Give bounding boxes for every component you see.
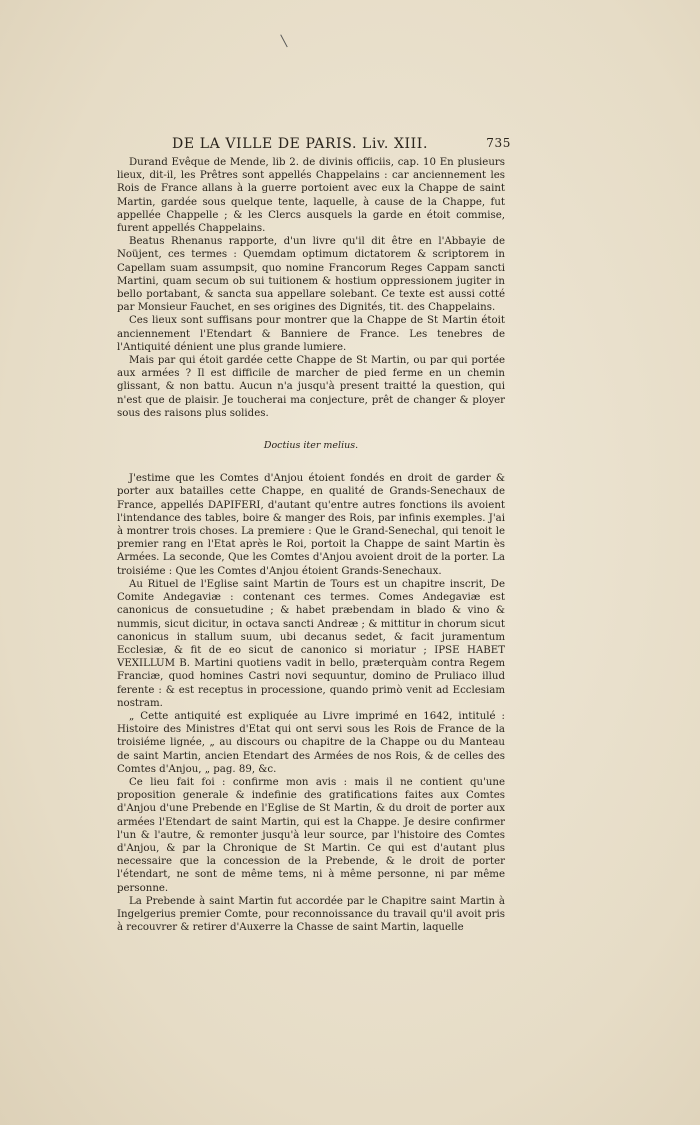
- paragraph: Durand Evêque de Mende, lib 2. de divinis officiis, cap. 10 En plusieurs lieux, dit-il, les Prêtres sont appellés Chappelains : car anciennement les Rois de France allans à la guerre portoient avec eux la Chappe de saint Martin, gardée sous quelque tente, laquelle, à cause de la Chappe, fut appellée Chappelle ; & les Clercs ausquels la garde en étoit commise, furent appellés Chappelains.: [117, 157, 505, 235]
- paragraph: Beatus Rhenanus rapporte, d'un livre qu'il dit être en l'Abbayie de Noüjent, ces termes : Quemdam optimum dictatorem & scriptorem in Capellam suam assumpsit, quo nomine Francorum Reges Cappam sancti Martini, quam secum ob sui tuitionem & hostium oppressionem jugiter in bello portabant, & sancta sua appellare solebant. Ce texte est aussi cotté par Monsieur Fauchet, en ses origines des Dignités, tit. des Chappelains.: [117, 236, 505, 314]
- paragraph: Au Rituel de l'Eglise saint Martin de Tours est un chapitre inscrit, De Comite Andegaviæ : contenant ces termes. Comes Andegaviæ est canonicus de consuetudine ; & habet præbendam in blado & vino & nummis, sicut dicitur, in octava sancti Andreæ ; & mittitur in chorum sicut canonicus in stallum suum, ubi decanus sedet, & facit juramentum Ecclesiæ, & fit de eo sicut de canonico si moriatur ; IPSE HABET VEXILLUM B. Martini quotiens vadit in bello, præterquàm contra Regem Franciæ, quod homines Castri novi sequuntur, domino de Pruliaco illud ferente : & est receptus in processione, quando primò venit ad Ecclesiam nostram.: [117, 578, 505, 709]
- paragraph: Ces lieux sont suffisans pour montrer que la Chappe de St Martin étoit anciennement l'Etendart & Banniere de France. Les tenebres de l'Antiquité dénient une plus grande lumiere.: [117, 315, 505, 353]
- margin-mark: [280, 31, 295, 48]
- page-number: 735: [486, 136, 511, 150]
- motto: Doctius iter melius.: [263, 440, 359, 452]
- header-title: DE LA VILLE DE PARIS. Liv. XIII.: [172, 136, 428, 152]
- paragraph: „ Cette antiquité est expliquée au Livre imprimé en 1642, intitulé : Histoire des Ministres d'Etat qui ont servi sous les Rois de France de la troisiéme lignée, „ au discours ou chapitre de la Chappe ou du Manteau de saint Martin, ancien Etendart des Armées de nos Rois, & de celles des Comtes d'Anjou, „ pag. 89, &c.: [117, 710, 505, 775]
- paragraph: J'estime que les Comtes d'Anjou étoient fondés en droit de garder & porter aux batailles cette Chappe, en qualité de Grands-Senechaux de France, appellés DAPIFERI, d'autant qu'entre autres fonctions ils avoient l'intendance des tables, boire & manger des Rois, par infinis exemples. J'ai à montrer trois choses. La premiere : Que le Grand-Senechal, qui tenoit le premier rang en l'Etat après le Roi, portoit la Chappe de saint Martin ès Armées. La seconde, Que les Comtes d'Anjou avoient droit de la porter. La troisiéme : Que les Comtes d'Anjou étoient Grands-Senechaux.: [117, 473, 505, 577]
- running-header: [117, 136, 511, 156]
- paragraph: La Prebende à saint Martin fut accordée par le Chapitre saint Martin à Ingelgerius premier Comte, pour reconnoissance du travail qu'il avoit pris à recouvrer & retirer d'Auxerre la Chasse de saint Martin, laquelle: [117, 895, 505, 934]
- page-body: [117, 136, 511, 934]
- paragraph: Mais par qui étoit gardée cette Chappe de St Martin, ou par qui portée aux armées ? Il est difficile de marcher de pied ferme en un chemin glissant, & non battu. Aucun n'a jusqu'à present traitté la question, qui n'est que de plaisir. Je toucherai ma conjecture, prêt de changer & ployer sous des raisons plus solides.: [117, 355, 505, 419]
- paragraph: Ce lieu fait foi : confirme mon avis : mais il ne contient qu'une proposition generale & indefinie des gratifications faites aux Comtes d'Anjou d'une Prebende en l'Eglise de St Martin, & du droit de porter aux armées l'Etendart de saint Martin, qui est la Chappe. Je desire confirmer l'un & l'autre, & remonter jusqu'à leur source, par l'histoire des Comtes d'Anjou, & par la Chronique de St Martin. Ce qui est d'autant plus necessaire que la concession de la Prebende, & le droit de porter l'étendart, ne sont de même tems, ni à même personne, ni par même personne.: [117, 776, 505, 894]
